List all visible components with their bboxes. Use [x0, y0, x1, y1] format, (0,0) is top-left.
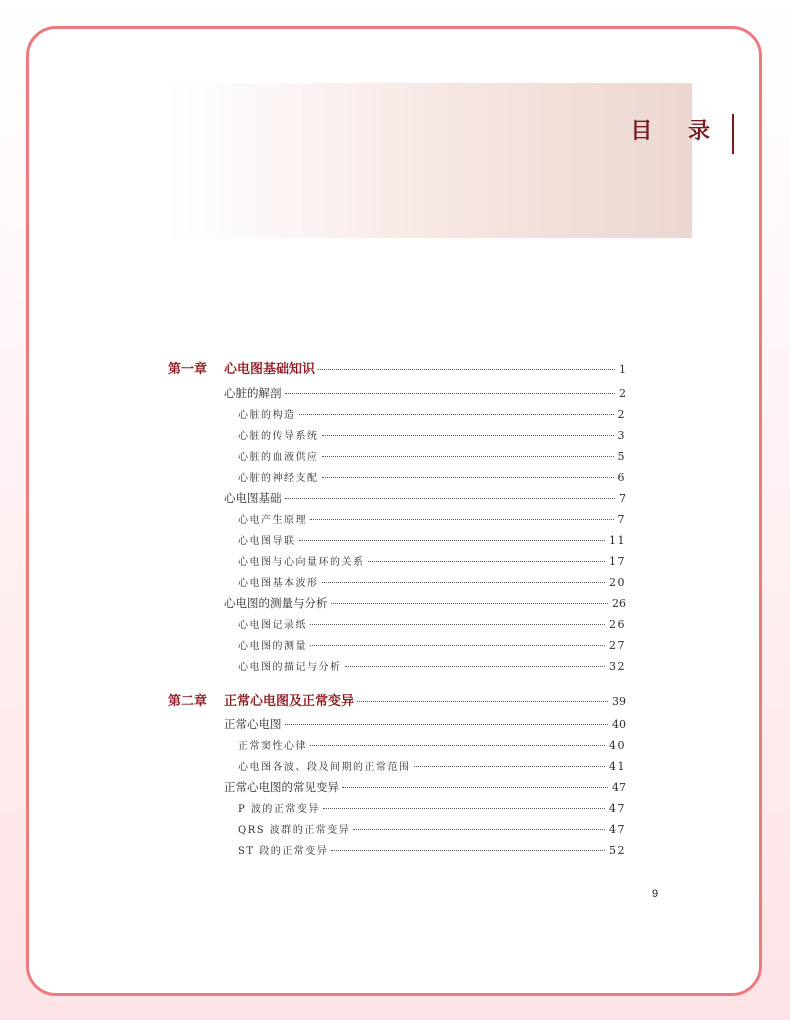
toc-entry-title: ST 段的正常变异 [238, 846, 329, 857]
toc-entry-page: 39 [612, 695, 626, 708]
toc-entry-title: 心脏的神经支配 [238, 473, 319, 484]
toc-entry-title: 心电产生原理 [238, 515, 307, 526]
toc-entry-page: 17 [609, 555, 626, 568]
toc-entry-page: 40 [612, 718, 626, 731]
toc-entry-sub[interactable] [238, 758, 626, 773]
toc-entry-title: 心脏的血液供应 [238, 452, 319, 463]
toc-entry-chapter[interactable] [168, 690, 626, 709]
toc-entry-title: 心脏的构造 [238, 410, 296, 421]
toc-entry-sub[interactable] [238, 637, 626, 652]
toc-entry-title: 正常心电图及正常变异 [224, 694, 355, 709]
toc-entry-sub[interactable] [238, 532, 626, 547]
dot-leader [285, 498, 616, 499]
toc-entry-sub[interactable] [238, 842, 626, 857]
toc-entry-title: P 波的正常变异 [238, 804, 320, 815]
toc-entry-page: 7 [617, 513, 626, 526]
page-number: 9 [652, 888, 659, 900]
toc-entry-chapter[interactable] [168, 358, 626, 377]
toc-entry-title: 正常心电图 [224, 717, 282, 731]
dot-leader [345, 666, 606, 667]
toc-entry-title: 心电图基本波形 [238, 578, 319, 589]
toc-entry-section[interactable] [224, 595, 626, 611]
toc-entry-sub[interactable] [238, 448, 626, 463]
toc-entry-title: 心脏的传导系统 [238, 431, 319, 442]
toc-entry-title: 心电图记录纸 [238, 620, 307, 631]
dot-leader [310, 745, 605, 746]
dot-leader [331, 603, 609, 604]
dot-leader [285, 393, 616, 394]
toc-entry-title: 心电图的测量 [238, 641, 307, 652]
page-title: 目 录 [630, 119, 724, 144]
toc-entry-page: 7 [619, 492, 626, 505]
dot-leader [299, 414, 614, 415]
dot-leader [353, 829, 605, 830]
toc-entry-page: 47 [612, 781, 626, 794]
dot-leader [285, 724, 609, 725]
toc-entry-page: 26 [609, 618, 626, 631]
chapter-label: 第一章 [168, 362, 208, 377]
dot-leader [368, 561, 606, 562]
toc-entry-page: 2 [617, 408, 626, 421]
toc-entry-sub[interactable] [238, 737, 626, 752]
toc-entry-title: 心电图的描记与分析 [238, 662, 342, 673]
dot-leader [310, 645, 605, 646]
toc-entry-title: 心电图与心向量环的关系 [238, 557, 365, 568]
toc-entry-page: 1 [619, 363, 626, 376]
toc-entry-sub[interactable] [238, 658, 626, 673]
toc-entry-page: 26 [612, 597, 626, 610]
toc-entry-section[interactable] [224, 385, 626, 401]
toc-entry-page: 5 [617, 450, 626, 463]
dot-leader [323, 808, 605, 809]
toc-entry-sub[interactable] [238, 574, 626, 589]
toc-entry-title: 正常窦性心律 [238, 741, 307, 752]
toc-entry-section[interactable] [224, 490, 626, 506]
dot-leader [357, 701, 608, 702]
toc-entry-sub[interactable] [238, 800, 626, 815]
dot-leader [310, 519, 614, 520]
dot-leader [414, 766, 606, 767]
dot-leader [299, 540, 606, 541]
toc-entry-page: 27 [609, 639, 626, 652]
toc-entry-page: 2 [619, 387, 626, 400]
toc-entry-page: 6 [617, 471, 626, 484]
toc-entry-sub[interactable] [238, 406, 626, 421]
toc-entry-sub[interactable] [238, 469, 626, 484]
toc-entry-title: 心电图的测量与分析 [224, 596, 328, 610]
toc-entry-page: 32 [609, 660, 626, 673]
toc-entry-page: 47 [609, 823, 626, 836]
toc-entry-sub[interactable] [238, 511, 626, 526]
dot-leader [310, 624, 605, 625]
toc-entry-sub[interactable] [238, 821, 626, 836]
dot-leader [342, 787, 608, 788]
toc-entry-page: 47 [609, 802, 626, 815]
dot-leader [318, 369, 615, 370]
toc-entry-title: 正常心电图的常见变异 [224, 780, 339, 794]
toc-entry-section[interactable] [224, 779, 626, 795]
toc-entry-title: 心脏的解剖 [224, 386, 282, 400]
dot-leader [331, 850, 605, 851]
toc-entry-sub[interactable] [238, 427, 626, 442]
toc-entry-sub[interactable] [238, 616, 626, 631]
dot-leader [322, 582, 606, 583]
toc-entry-title: 心电图基础知识 [224, 362, 316, 377]
toc-entry-section[interactable] [224, 716, 626, 732]
toc-entry-page: 40 [609, 739, 626, 752]
toc-entry-page: 3 [617, 429, 626, 442]
toc-entry-title: 心电图基础 [224, 491, 282, 505]
toc-entry-page: 52 [609, 844, 626, 857]
toc-entry-title: 心电图导联 [238, 536, 296, 547]
toc-entry-title: 心电图各波、段及间期的正常范围 [238, 762, 411, 773]
toc-entry-page: 11 [609, 534, 626, 547]
toc-entry-page: 41 [609, 760, 626, 773]
dot-leader [322, 477, 614, 478]
toc-entry-sub[interactable] [238, 553, 626, 568]
toc-entry-title: QRS 波群的正常变异 [238, 825, 351, 836]
chapter-label: 第二章 [168, 694, 208, 709]
toc-entry-page: 20 [609, 576, 626, 589]
dot-leader [322, 435, 614, 436]
dot-leader [322, 456, 614, 457]
